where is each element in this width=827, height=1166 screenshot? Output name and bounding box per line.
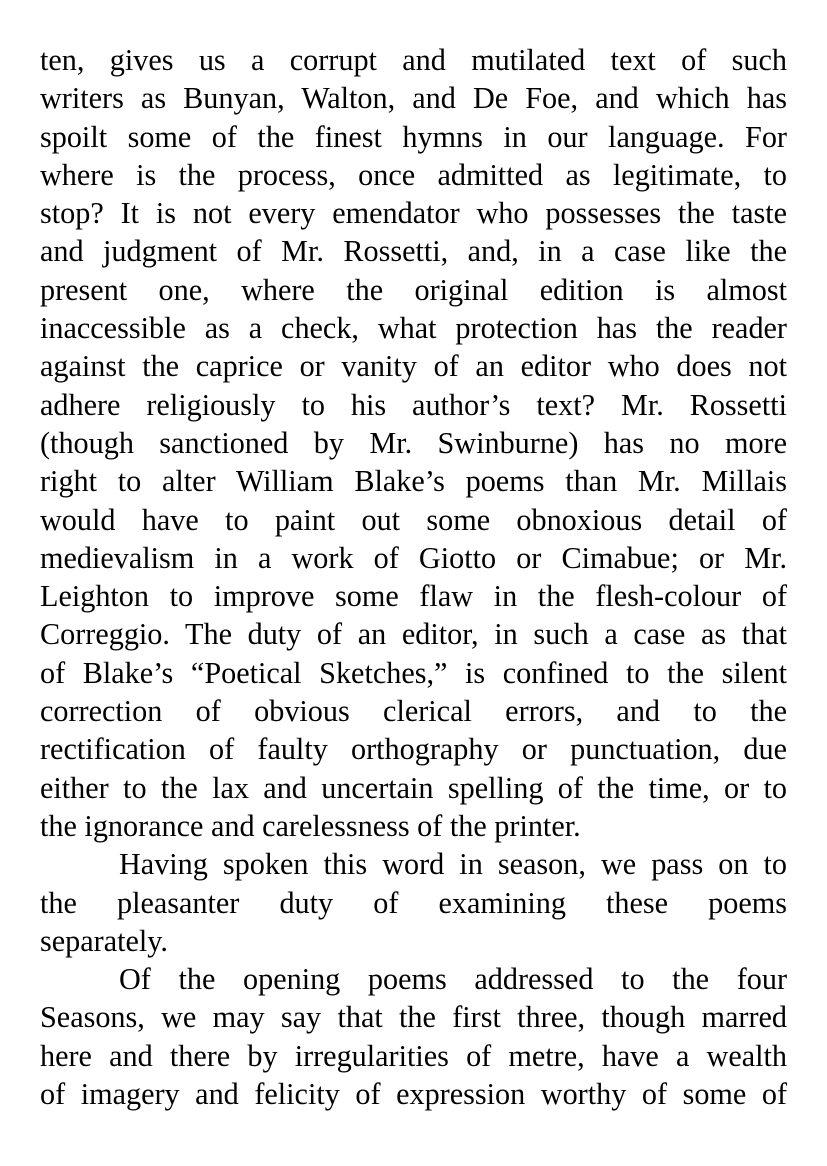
text-line: the pleasanter duty of examining these poems <box>40 885 787 920</box>
text-line: Seasons, we may say that the first three, though marred <box>40 1000 787 1035</box>
text-line: where is the process, once admitted as legitimate, to <box>40 157 787 192</box>
text-line: inaccessible as a check, what protection has the reader <box>40 311 787 346</box>
paragraph-1 <box>40 41 787 845</box>
text-line: either to the lax and uncertain spelling of the time, or to <box>40 770 787 805</box>
text-line: would have to paint out some obnoxious detail of <box>40 502 787 537</box>
text-line: against the caprice or vanity of an editor who does not <box>40 349 787 384</box>
text-line: stop? It is not every emendator who possesses the taste <box>40 196 787 231</box>
text-line: Leighton to improve some flaw in the flesh-colour of <box>40 579 787 614</box>
text-line: (though sanctioned by Mr. Swinburne) has no more <box>40 425 787 460</box>
document-page <box>40 41 787 1113</box>
text-line: Correggio. The duty of an editor, in such a case as that <box>40 617 787 652</box>
text-line: Having spoken this word in season, we pass on to <box>119 847 787 882</box>
paragraph-3 <box>40 960 787 1113</box>
text-line: and judgment of Mr. Rossetti, and, in a case like the <box>40 234 787 269</box>
text-line: Of the opening poems addressed to the four <box>119 962 787 997</box>
text-line: present one, where the original edition is almost <box>40 272 787 307</box>
text-line: medievalism in a work of Giotto or Cimabue; or Mr. <box>40 540 787 575</box>
text-line: of Blake’s “Poetical Sketches,” is confined to the silent <box>40 655 787 690</box>
text-line: rectification of faulty orthography or punctuation, due <box>40 732 787 767</box>
text-line: right to alter William Blake’s poems than Mr. Millais <box>40 464 787 499</box>
text-line: adhere religiously to his author’s text? Mr. Rossetti <box>40 387 787 422</box>
text-line: separately. <box>40 923 168 958</box>
text-line: ten, gives us a corrupt and mutilated text of such <box>40 43 787 77</box>
text-line: spoilt some of the finest hymns in our language. For <box>40 119 787 154</box>
text-line: the ignorance and carelessness of the printer. <box>40 808 581 843</box>
paragraph-2 <box>40 845 787 960</box>
text-line: correction of obvious clerical errors, and to the <box>40 694 787 729</box>
text-line: of imagery and felicity of expression worthy of some of <box>40 1077 787 1112</box>
text-line: here and there by irregularities of metre, have a wealth <box>40 1038 787 1073</box>
text-line: writers as Bunyan, Walton, and De Foe, and which has <box>40 81 787 116</box>
